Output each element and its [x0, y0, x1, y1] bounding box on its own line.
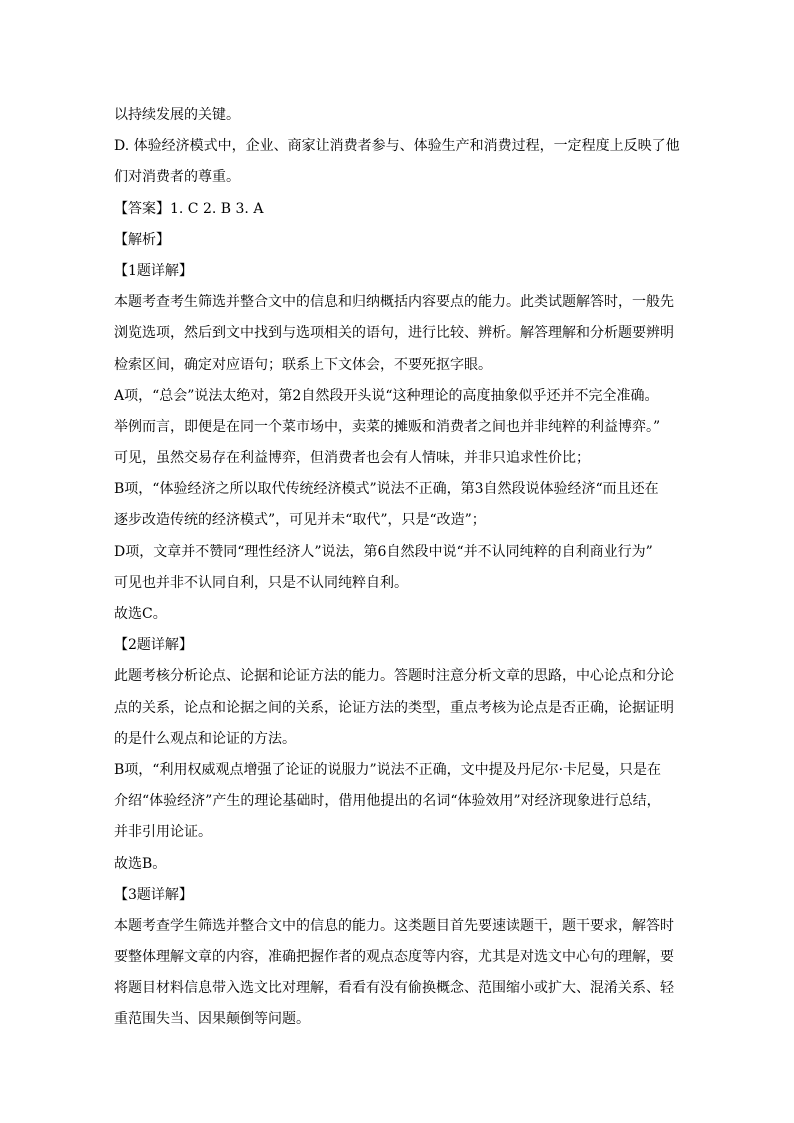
q2-heading: 【2题详解】	[114, 637, 193, 654]
document-page	[114, 100, 684, 1036]
text-line: 检索区间，确定对应语句；联系上下文体会，不要死抠字眼。	[114, 356, 492, 373]
analysis-heading: 【解析】	[114, 231, 170, 248]
text-line: 要整体理解文章的内容，准确把握作者的观点态度等内容，尤其是对选文中心句的理解，要	[114, 949, 674, 966]
option-d-line: D项，文章并不赞同“理性经济人”说法，第6自然段中说“并不认同纯粹的自利商业行为”	[114, 543, 653, 560]
text-line: 逐步改造传统的经济模式”，可见并未“取代”，只是“改造”；	[114, 512, 486, 529]
option-d-line: D. 体验经济模式中，企业、商家让消费者参与、体验生产和消费过程，一定程度上反映了他	[114, 138, 680, 155]
text-line: 点的关系，论点和论据之间的关系，论证方法的类型，重点考核为论点是否正确，论据证明	[114, 699, 674, 716]
text-line: 本题考查考生筛选并整合文中的信息和归纳概括内容要点的能力。此类试题解答时，一般先	[114, 294, 674, 311]
text-line: 可见，虽然交易存在利益博弈，但消费者也会有人情味，并非只追求性价比；	[114, 450, 590, 467]
text-line: 举例而言，即便是在同一个菜市场中，卖菜的摊贩和消费者之间也并非纯粹的利益博弈。”	[114, 418, 661, 435]
text-line: 将题目材料信息带入选文比对理解，看看有没有偷换概念、范围缩小或扩大、混淆关系、轻	[114, 980, 674, 997]
text-line: 的是什么观点和论证的方法。	[114, 730, 296, 747]
q1-heading: 【1题详解】	[114, 262, 193, 279]
text-line: 可见也并非不认同自利，只是不认同纯粹自利。	[114, 574, 408, 591]
text-line: 浏览选项，然后到文中找到与选项相关的语句，进行比较、辨析。解答理解和分析题要辨明	[114, 325, 674, 342]
answer-line: 【答案】1. C 2. B 3. A	[114, 200, 264, 217]
option-b-line: B项，“体验经济之所以取代传统经济模式”说法不正确，第3自然段说体验经济“而且还在	[114, 481, 659, 498]
text-line: 们对消费者的尊重。	[114, 169, 240, 186]
text-line: 并非引用论证。	[114, 824, 212, 841]
choice-line: 故选C。	[114, 606, 167, 622]
option-b-line: B项，“利用权威观点增强了论证的说服力”说法不正确，文中提及丹尼尔·卡尼曼，只是在	[114, 761, 662, 778]
q3-heading: 【3题详解】	[114, 886, 193, 903]
text-line: 以持续发展的关键。	[114, 107, 240, 123]
text-line: 重范围失当、因果颠倒等问题。	[114, 1011, 310, 1028]
text-line: 本题考查学生筛选并整合文中的信息的能力。这类题目首先要速读题干，题干要求，解答时	[114, 917, 674, 934]
option-a-line: A项，“总会”说法太绝对，第2自然段开头说“这种理论的高度抽象似乎还并不完全准确。	[114, 387, 659, 404]
choice-line: 故选B。	[114, 855, 167, 872]
text-line: 介绍“体验经济”产生的理论基础时，借用他提出的名词“体验效用”对经济现象进行总结，	[114, 793, 661, 810]
text-line: 此题考核分析论点、论据和论证方法的能力。答题时注意分析文章的思路，中心论点和分论	[114, 668, 674, 685]
